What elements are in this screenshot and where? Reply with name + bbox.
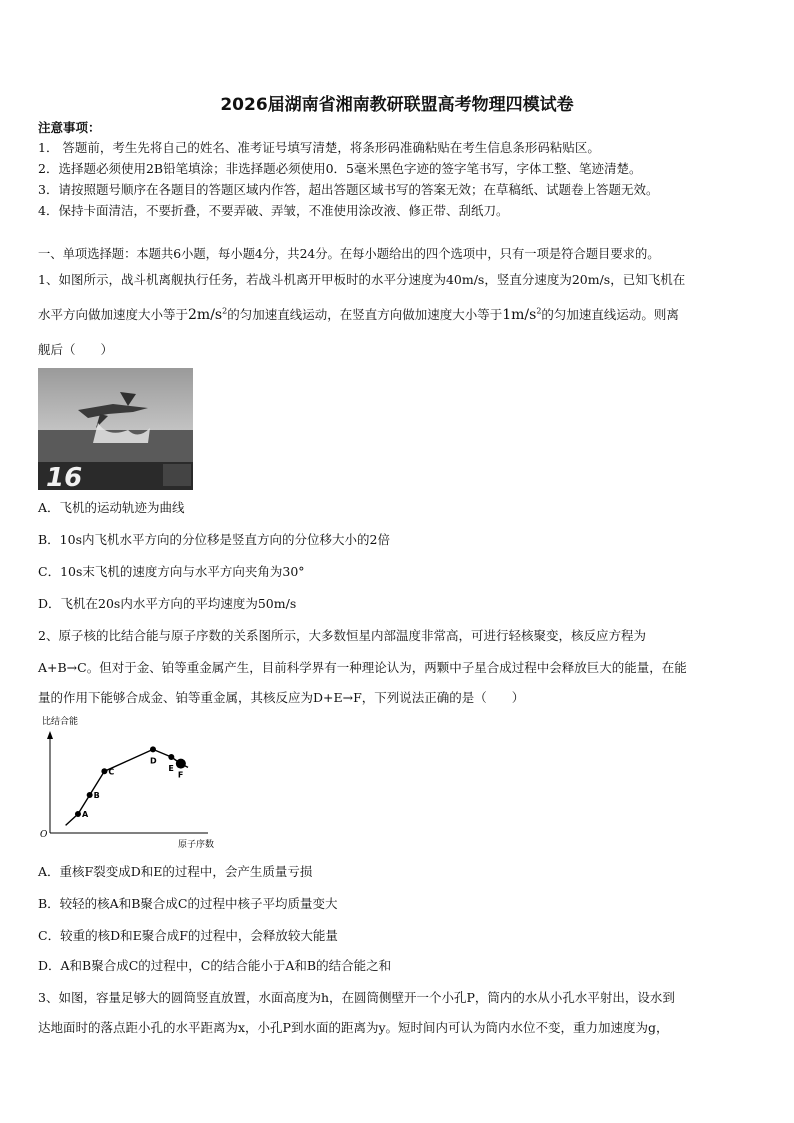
chart-point-label-b: B <box>93 791 100 800</box>
q2-option-d: D．A和B聚合成C的过程中，C的结合能小于A和B的结合能之和 <box>38 958 392 973</box>
notes-heading: 注意事项： <box>38 120 101 135</box>
chart-point-f <box>176 759 186 769</box>
chart-point-label-e: E <box>168 764 174 773</box>
deck-number: 16 <box>46 463 83 490</box>
chart-point-b <box>87 792 93 798</box>
q2-line2: A+B→C。但对于金、铂等重金属产生，目前科学界有一种理论认为，两颗中子星合成过程中会释放巨大的能量，在能 <box>38 660 687 675</box>
chart-ylabel: 比结合能 <box>42 717 79 727</box>
q1-line3: 舰后（ ） <box>38 342 114 357</box>
q2-option-c: C．较重的核D和E聚合成F的过程中，会释放较大能量 <box>38 928 338 943</box>
q3-line1: 3、如图，容量足够大的圆筒竖直放置，水面高度为h，在圆筒侧壁开一个小孔P，筒内的水从小孔水平射出，设水到 <box>38 990 675 1005</box>
chart-origin: O <box>40 830 48 840</box>
chart-xlabel: 原子序数 <box>178 840 215 850</box>
chart-point-label-c: C <box>108 767 115 777</box>
chart-point-label-d: D <box>149 756 157 766</box>
q1-acc1: $2m/s^2$ <box>188 306 228 323</box>
q1-line2a: 水平方向做加速度大小等于 <box>38 307 189 322</box>
q1-line1: 1、如图所示，战斗机离舰执行任务，若战斗机离开甲板时的水平分速度为40m/s，竖直分速度为20m/s，已知飞机在 <box>38 272 686 287</box>
q1-option-a: A．飞机的运动轨迹为曲线 <box>38 500 185 515</box>
notes-item: 4．保持卡面清洁，不要折叠，不要弄破、弄皱，不准使用涂改液、修正带、刮纸刀。 <box>38 203 509 218</box>
q2-option-a: A．重核F裂变成D和E的过程中，会产生质量亏损 <box>38 864 313 879</box>
notes-item: 2．选择题必须使用2B铅笔填涂；非选择题必须使用0．5毫米黑色字迹的签字笔书写，字体工整、笔迹清楚。 <box>38 161 642 176</box>
q3-line2: 达地面时的落点距小孔的水平距离为x，小孔P到水面的距离为y。短时间内可认为筒内水位不变，重力加速度为g， <box>38 1020 669 1035</box>
q1-line2c: 的匀加速直线运动。则离 <box>541 307 679 322</box>
q1-line2b: 的匀加速直线运动，在竖直方向做加速度大小等于 <box>227 307 503 322</box>
q1-option-b: B．10s内飞机水平方向的分位移是竖直方向的分位移大小的2倍 <box>38 532 390 547</box>
chart-svg <box>38 713 228 853</box>
q1-option-d: D．飞机在20s内水平方向的平均速度为50m/s <box>38 596 297 611</box>
notes-item: 3．请按照题号顺序在各题目的答题区域内作答，超出答题区域书写的答案无效；在草稿纸、试题卷上答题无效。 <box>38 182 659 197</box>
binding-energy-chart <box>38 713 228 853</box>
section-heading: 一、单项选择题：本题共6小题，每小题4分，共24分。在每小题给出的四个选项中，只有一项是符合题目要求的。 <box>38 247 660 261</box>
exam-title: 2026届湖南省湘南教研联盟高考物理四模试卷 <box>220 95 574 115</box>
fighter-jet-photo <box>38 368 193 490</box>
chart-point-c <box>101 768 107 774</box>
chart-point-label-a: A <box>81 810 89 819</box>
chart-point-d <box>150 746 156 752</box>
q1-acc2: $1m/s^2$ <box>502 306 542 323</box>
q1-option-c: C．10s末飞机的速度方向与水平方向夹角为30° <box>38 564 305 579</box>
fighter-jet-image <box>38 368 193 490</box>
chart-point-a <box>75 811 81 817</box>
y-axis-arrow <box>47 731 53 739</box>
chart-point-label-f: F <box>177 770 184 780</box>
q2-option-b: B．较轻的核A和B聚合成C的过程中核子平均质量变大 <box>38 896 338 911</box>
q2-line1: 2、原子核的比结合能与原子序数的关系图所示，大多数恒星内部温度非常高，可进行轻核聚变，核反应方程为 <box>38 628 646 643</box>
q1-line2 <box>38 307 758 323</box>
notes-item: 1． 答题前，考生先将自己的姓名、准考证号填写清楚，将条形码准确粘贴在考生信息条形码粘贴区。 <box>38 140 600 155</box>
chart-point-e <box>168 754 174 760</box>
q2-line3: 量的作用下能够合成金、铂等重金属，其核反应为D+E→F，下列说法正确的是（ ） <box>38 690 525 705</box>
